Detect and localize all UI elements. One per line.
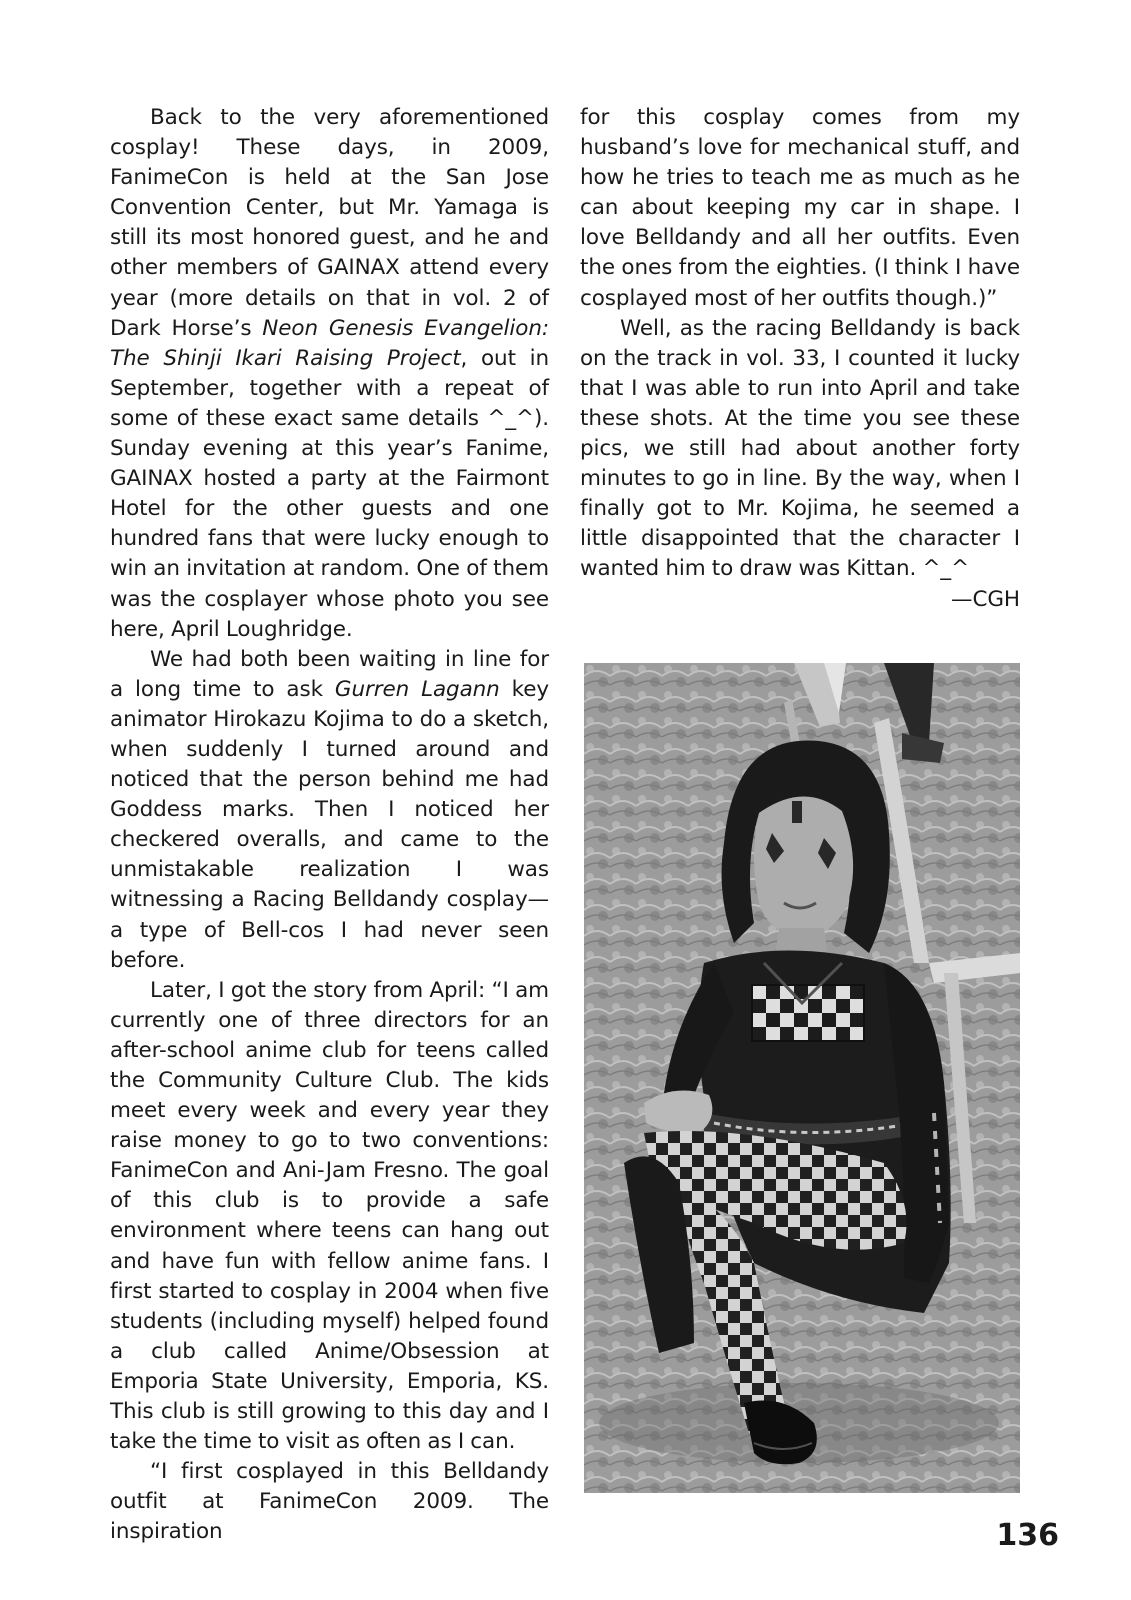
paragraph-text: for this cosplay comes from my husband’s love for mechanical stuff, and how he tries to teach me as much as he can about keeping my car in shape. I love Belldandy and all her outfits. Even the ones from the eighties. (I think I have cosplayed most of her outfits though.)” (580, 105, 1020, 311)
paragraph-text: We had both been waiting in line for a long time to ask (110, 646, 549, 702)
paragraph-text: , out in September, together with a repeat of some of these exact same details ^_^). Sunday evening at this year’s Fanime, GAINAX hosted a party at the Fairmont Hotel for the other guests and one hundred fans that were lucky enough to win an invitation at random. One of them was the cosplayer whose photo you see here, April Loughridge. (110, 345, 549, 642)
paragraph-text: key animator Hirokazu Kojima to do a sketch, when suddenly I turned around and noticed that the person behind me had Goddess marks. Then I noticed her checkered overalls, and came to the unmistakable realization I was witnessing a Racing Belldandy cosplay—a type of Bell-cos I had never seen before. (110, 676, 549, 973)
author-signature: —CGH (951, 586, 1020, 612)
italic-title-text: Neon Genesis Evangelion: The Shinji Ikari Raising Project (110, 315, 550, 371)
article-paragraph (110, 103, 549, 645)
page-number: 136 (996, 1518, 1059, 1553)
cosplay-photo (584, 663, 1020, 1493)
paragraph-text: Well, as the racing Belldandy is back on the track in vol. 33, I counted it lucky that I was able to run into April and take these shots. At the time you see these pics, we still had about another forty minutes to go in line. By the way, when I finally got to Mr. Kojima, he seemed a little disappointed that the character I wanted him to draw was Kittan. ^_^ (580, 315, 1020, 582)
article-paragraph (580, 314, 1020, 585)
article-paragraph (110, 976, 549, 1458)
article-right-column (580, 103, 1020, 615)
paragraph-text: Back to the very aforementioned cosplay! These days, in 2009, FanimeCon is held at the San Jose Convention Center, but Mr. Yamaga is still its most honored guest, and he and other members of GAINAX attend every year (more details on that in vol. 2 of Dark Horse’s (110, 105, 549, 341)
paragraph-text: “I first cosplayed in this Belldandy outfit at FanimeCon 2009. The inspiration (110, 1459, 549, 1545)
article-paragraph (110, 645, 549, 976)
article-left-column (110, 103, 549, 1548)
paragraph-text: Later, I got the story from April: “I am currently one of three directors for an after-school anime club for teens called the Community Culture Club. The kids meet every week and every year they raise money to go to two conventions: FanimeCon and Ani-Jam Fresno. The goal of this club is to provide a safe environment where teens can hang out and have fun with fellow anime fans. I first started to cosplay in 2004 when five students (including myself) helped found a club called Anime/Obsession at Emporia State University, Emporia, KS. This club is still growing to this day and I take the time to visit as often as I can. (110, 977, 549, 1455)
article-paragraph (580, 103, 1020, 314)
article-paragraph (110, 1457, 549, 1547)
italic-title-text: Gurren Lagann (334, 676, 500, 702)
right-column-paragraphs (580, 103, 1020, 585)
